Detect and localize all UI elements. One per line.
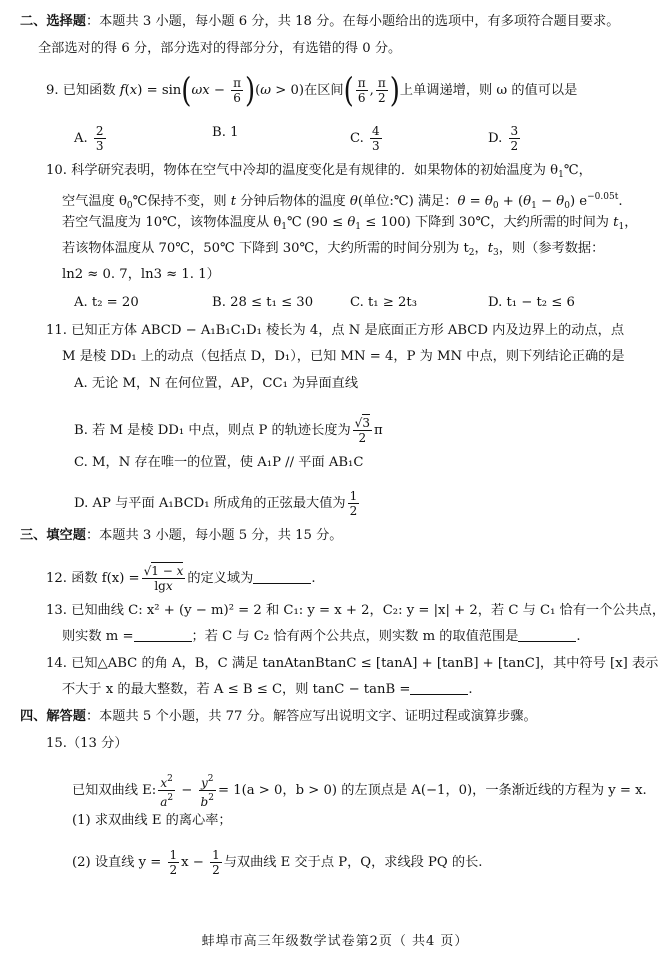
q11-option-a: A. 无论 M，N 在何位置，AP，CC₁ 为异面直线 bbox=[74, 376, 359, 391]
answer-blank bbox=[410, 681, 468, 695]
section3-title: 三、填空题 bbox=[20, 528, 86, 543]
page-footer: 蚌埠市高三年级数学试卷第2页（ 共4 页） bbox=[201, 934, 469, 949]
q15-part-1: (1) 求双曲线 E 的离心率； bbox=[72, 813, 232, 828]
q9-option-b: B. 1 bbox=[212, 125, 239, 140]
question-number: 10. bbox=[46, 163, 67, 178]
section3-line bbox=[20, 527, 342, 545]
answer-blank bbox=[518, 628, 576, 642]
question-text: 与双曲线 E 交于点 P，Q，求线段 PQ 的长. bbox=[223, 855, 483, 870]
q10-option-c: C. t₁ ≥ 2t₃ bbox=[350, 295, 417, 310]
question-text: x − bbox=[181, 855, 204, 870]
question-text: 已知函数 bbox=[62, 83, 120, 98]
question-text: 若该物体温度从 70℃，50℃ 下降到 30℃，大约所需的时间分别为 t bbox=[62, 241, 469, 256]
q11-line-1 bbox=[46, 322, 624, 340]
question-text: 已知正方体 ABCD − A₁B₁C₁D₁ 棱长为 4，点 N 是底面正方形 ABCD 内及边界上的动点，点 bbox=[71, 323, 625, 338]
section4-rule: ：本题共 5 个小题，共 77 分。解答应写出说明文字、证明过程或演算步骤。 bbox=[85, 709, 537, 724]
q9-option-a: A. $\frac{2}{3}$ bbox=[74, 124, 104, 153]
q14-line-2 bbox=[62, 681, 473, 699]
q11-option-c: C. M，N 存在唯一的位置，使 A₁P // 平面 AB₁C bbox=[74, 455, 364, 470]
question-text: 科学研究表明，物体在空气中冷却的温度变化是有规律的．如果物体的初始温度为 θ bbox=[71, 163, 559, 178]
option-label: A. bbox=[74, 131, 88, 146]
section4-line bbox=[20, 708, 537, 726]
answer-blank bbox=[253, 570, 311, 584]
question-number: 9. bbox=[46, 83, 59, 98]
q10-option-a: A. t₂ = 20 bbox=[74, 295, 139, 310]
punctuation: . bbox=[311, 571, 316, 586]
q11-line-2: M 是棱 DD₁ 上的动点（包括点 D，D₁），已知 MN = 4，P 为 MN 中点，则下列结论正确的是 bbox=[62, 349, 625, 364]
section2-line1 bbox=[20, 13, 619, 31]
question-number: 11. bbox=[46, 323, 67, 338]
q10-line-2: 空气温度 $\theta_0℃$保持不变，则 t 分钟后物体的温度 θ(单位:℃) 满足：$\theta = \theta_0 + (\theta_1 - \theta_0)$ $e^{-0.05t}$. bbox=[62, 192, 623, 211]
option-text: D. AP 与平面 A₁BCD₁ 所成角的正弦最大值为 bbox=[74, 496, 346, 511]
section4-title: 四、解答题 bbox=[20, 709, 86, 724]
section2-rule-1: ：本题共 3 小题，每小题 6 分，共 18 分。在每小题给出的选项中，有多项符合题目要求。 bbox=[85, 14, 620, 29]
q10-line-5: ln2 ≈ 0. 7，ln3 ≈ 1. 1） bbox=[62, 267, 220, 282]
question-number: 12. bbox=[46, 571, 67, 586]
question-text: (2) 设直线 y = bbox=[72, 855, 162, 870]
punctuation: . bbox=[576, 629, 581, 644]
option-label: D. bbox=[488, 131, 503, 146]
q15-part-2: (2) 设直线 y = $\frac{1}{2}$ x − $\frac{1}{2}$ 与双曲线 E 交于点 P，Q，求线段 PQ 的长. bbox=[72, 848, 483, 877]
question-number: 13. bbox=[46, 603, 67, 618]
question-text: ；若 C 与 C₂ 恰有两个公共点，则实数 m 的取值范围是 bbox=[191, 629, 519, 644]
section2-title: 二、选择题 bbox=[20, 14, 86, 29]
q12-line: 12. 函数 f(x) = $\frac{√1 - x}{\lg x}$ 的定义域为 . bbox=[46, 564, 316, 593]
question-text: = 1(a > 0，b > 0) 的左顶点是 A(−1，0)，一条渐近线的方程为 y = x. bbox=[217, 783, 647, 798]
question-9-stem: 9. 已知函数 f(x) = sin(ωx − $\frac{\pi}{6}$ )(ω > 0)在区间( $\frac{\pi}{6}$ , $\frac{\pi}{2}$ )上单调递增，则 ω 的值可以是 bbox=[46, 71, 578, 111]
question-text: 已知△ABC 的角 A，B，C 满足 tanAtanBtanC ≤ [tanA] + [tanB] + [tanC]，其中符号 [x] 表示 bbox=[71, 656, 659, 671]
answer-blank bbox=[134, 628, 192, 642]
question-text: 函数 f(x) = bbox=[71, 571, 140, 586]
q9-option-d: D. $\frac{3}{2}$ bbox=[488, 124, 519, 153]
q14-line-1 bbox=[46, 655, 658, 673]
question-text: 若空气温度为 10℃，该物体温度从 θ bbox=[62, 215, 282, 230]
q9-option-c: C. $\frac{4}{3}$ bbox=[350, 124, 380, 153]
question-text: 空气温度 θ bbox=[62, 194, 127, 209]
question-text: 已知曲线 C: x² + (y − m)² = 2 和 C₁: y = x + 2，C₂: y = |x| + 2，若 C 与 C₁ 恰有一个公共点， bbox=[71, 603, 666, 618]
q13-line-2 bbox=[62, 628, 581, 646]
question-text: 在区间 bbox=[304, 83, 344, 98]
section3-rule: ：本题共 3 小题，每小题 5 分，共 15 分。 bbox=[85, 528, 343, 543]
q10-line-4: 若该物体温度从 70℃，50℃ 下降到 30℃，大约所需的时间分别为 $t_2$，$t_3$，则（参考数据： bbox=[62, 241, 605, 258]
section2-rule-2: 全部选对的得 6 分，部分选对的得部分分，有选错的得 0 分。 bbox=[38, 41, 402, 56]
question-text: 的定义域为 bbox=[187, 571, 254, 586]
q10-option-b: B. 28 ≤ t₁ ≤ 30 bbox=[212, 295, 314, 310]
option-label: C. bbox=[350, 131, 364, 146]
option-text: B. 若 M 是棱 DD₁ 中点，则点 P 的轨迹长度为 bbox=[74, 423, 351, 438]
q15-stem: 已知双曲线 E: $\frac{x^2}{a^2}$ − $\frac{y^2}{b^2}$ = 1(a > 0，b > 0) 的左顶点是 A(−1，0)，一条渐近线的方程为 y = x. bbox=[72, 774, 647, 809]
q10-line-3: 若空气温度为 10℃，该物体温度从 $\theta_1℃$ $(90 \le \theta_1 \le 100)$ 下降到 30℃，大约所需的时间为 $t_1$， bbox=[62, 215, 638, 232]
q11-option-d: D. AP 与平面 A₁BCD₁ 所成角的正弦最大值为 $\frac{1}{2}$ bbox=[74, 489, 358, 518]
question-number: 14. bbox=[46, 656, 67, 671]
question-text: 已知双曲线 E: bbox=[72, 783, 157, 798]
punctuation: . bbox=[468, 682, 473, 697]
question-text: 不大于 x 的最大整数，若 A ≤ B ≤ C，则 tanC − tanB = bbox=[62, 682, 411, 697]
q10-option-d: D. t₁ − t₂ ≤ 6 bbox=[488, 295, 575, 310]
question-text: 上单调递增，则 ω 的值可以是 bbox=[399, 83, 578, 98]
question-text: 则实数 m = bbox=[62, 629, 134, 644]
q15-heading: 15.（13 分） bbox=[46, 736, 128, 751]
q13-line-1 bbox=[46, 602, 665, 620]
q10-line-1: 10. 科学研究表明，物体在空气中冷却的温度变化是有规律的．如果物体的初始温度为 $\theta_1℃$， bbox=[46, 163, 592, 180]
q11-option-b: B. 若 M 是棱 DD₁ 中点，则点 P 的轨迹长度为 $\frac{√3}{2}$ π bbox=[74, 416, 383, 445]
